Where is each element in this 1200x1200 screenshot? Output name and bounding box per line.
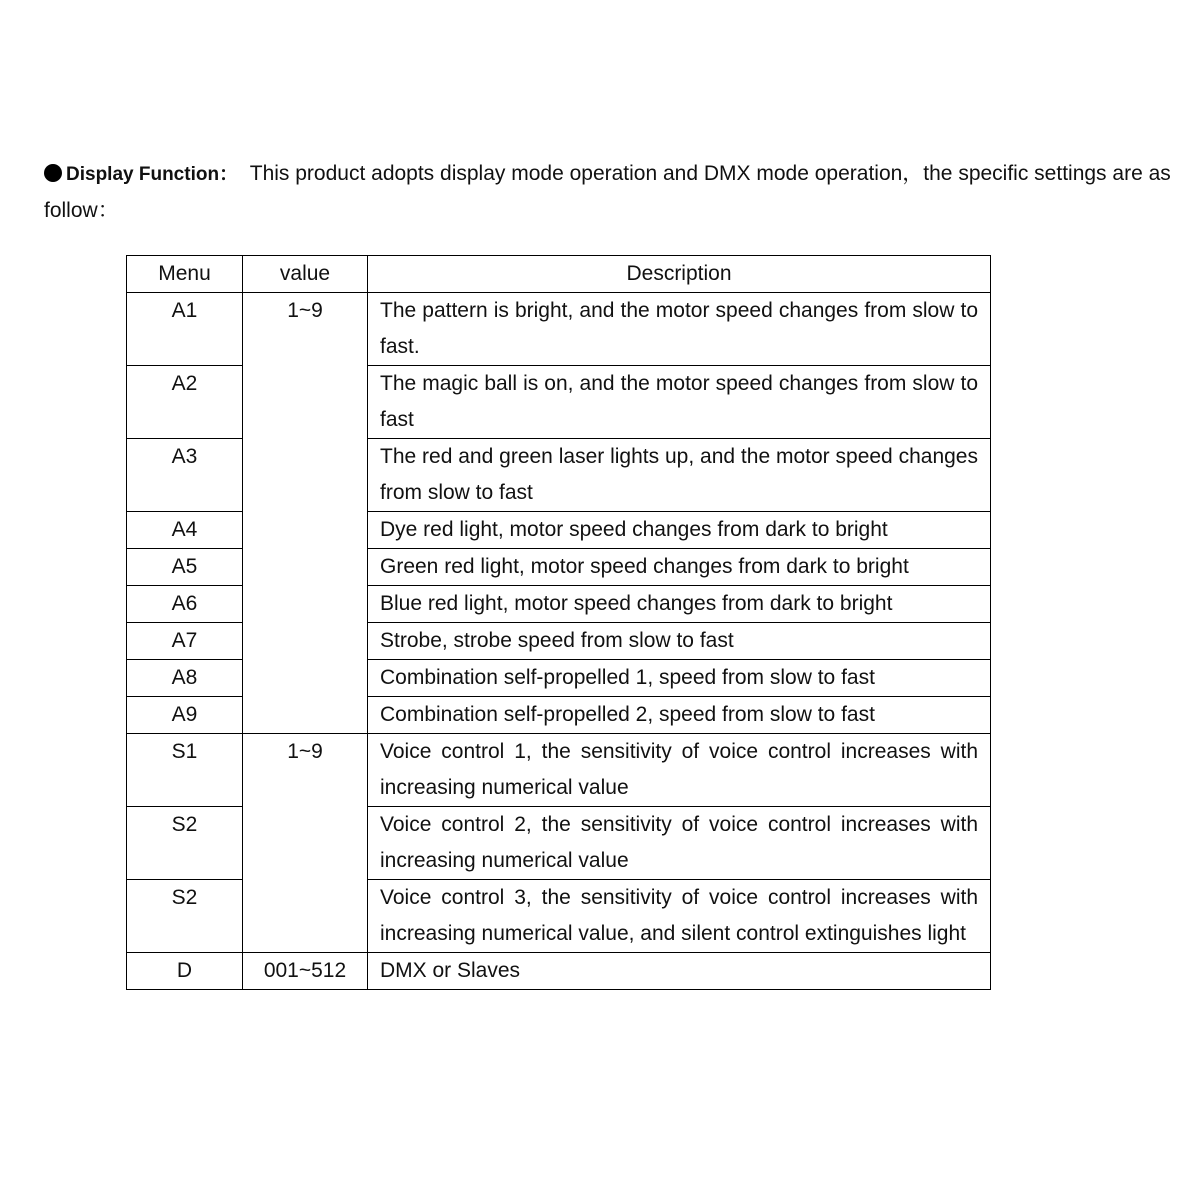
menu-cell: A6: [127, 586, 243, 623]
description-cell: The magic ball is on, and the motor speed changes from slow to fast: [368, 366, 991, 439]
menu-cell: A3: [127, 439, 243, 512]
table-row: [127, 293, 991, 366]
menu-cell: S2: [127, 807, 243, 880]
description-cell: Voice control 3, the sensitivity of voice control increases with increasing numerical value, and silent control extinguishes light: [368, 880, 991, 953]
menu-cell: A5: [127, 549, 243, 586]
menu-cell: A8: [127, 660, 243, 697]
description-cell: Blue red light, motor speed changes from dark to bright: [368, 586, 991, 623]
description-cell: The pattern is bright, and the motor speed changes from slow to fast.: [368, 293, 991, 366]
description-cell: The red and green laser lights up, and the motor speed changes from slow to fast: [368, 439, 991, 512]
menu-cell: S1: [127, 734, 243, 807]
menu-table: [126, 255, 991, 990]
menu-cell: D: [127, 953, 243, 990]
description-cell: Voice control 1, the sensitivity of voice control increases with increasing numerical value: [368, 734, 991, 807]
table-row: [127, 734, 991, 807]
menu-cell: A9: [127, 697, 243, 734]
menu-cell: S2: [127, 880, 243, 953]
description-cell: Strobe, strobe speed from slow to fast: [368, 623, 991, 660]
header-description: Description: [368, 256, 991, 293]
menu-cell: A4: [127, 512, 243, 549]
value-cell-s: 1~9: [243, 734, 368, 953]
header-value: value: [243, 256, 368, 293]
description-cell: Voice control 2, the sensitivity of voice control increases with increasing numerical value: [368, 807, 991, 880]
description-cell: DMX or Slaves: [368, 953, 991, 990]
value-cell-a: 1~9: [243, 293, 368, 734]
description-cell: Combination self-propelled 1, speed from slow to fast: [368, 660, 991, 697]
header-menu: Menu: [127, 256, 243, 293]
menu-cell: A1: [127, 293, 243, 366]
intro-lead: Display Function：: [66, 164, 239, 185]
value-cell-d: 001~512: [243, 953, 368, 990]
intro-text: This product adopts display mode operation and DMX mode operation，the specific settings are as follow：: [44, 162, 1171, 222]
intro-paragraph: [44, 156, 1174, 229]
table-header-row: [127, 256, 991, 293]
menu-cell: A7: [127, 623, 243, 660]
description-cell: Green red light, motor speed changes from dark to bright: [368, 549, 991, 586]
menu-cell: A2: [127, 366, 243, 439]
bullet-icon: [44, 164, 62, 182]
description-cell: Combination self-propelled 2, speed from slow to fast: [368, 697, 991, 734]
description-cell: Dye red light, motor speed changes from dark to bright: [368, 512, 991, 549]
table-row: [127, 953, 991, 990]
